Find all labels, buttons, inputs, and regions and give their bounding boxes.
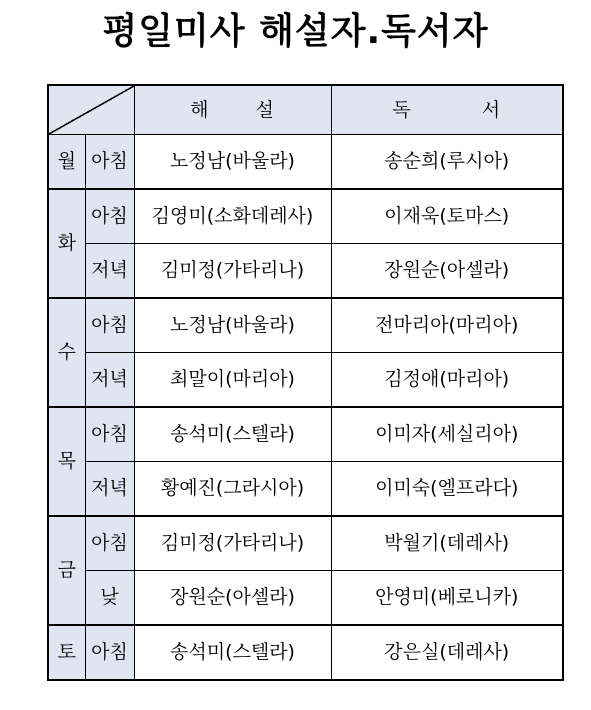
- table-row: [48, 571, 563, 626]
- reader-cell: 박월기(데레사): [331, 516, 563, 571]
- corner-diagonal-cell: [48, 85, 134, 135]
- column-header-reader: [331, 85, 563, 135]
- commentator-cell: 김미정(가타리나): [134, 516, 331, 571]
- slot-cell: 저녁: [85, 244, 134, 299]
- table-row: [48, 462, 563, 517]
- slot-cell: 저녁: [85, 462, 134, 517]
- reader-cell: 이미숙(엘프라다): [331, 462, 563, 517]
- reader-cell: 이미자(세실리아): [331, 407, 563, 462]
- slot-cell: 아침: [85, 135, 134, 190]
- commentator-cell: 노정남(바울라): [134, 298, 331, 353]
- commentator-cell: 송석미(스텔라): [134, 625, 331, 680]
- table-row: [48, 625, 563, 680]
- table-row: [48, 244, 563, 299]
- page-title: 평일미사 해설자.독서자: [102, 11, 489, 52]
- day-cell-mon: 월: [48, 135, 85, 190]
- commentator-cell: 송석미(스텔라): [134, 407, 331, 462]
- reader-cell: 전마리아(마리아): [331, 298, 563, 353]
- day-cell-fri: 금: [48, 516, 85, 625]
- commentator-cell: 노정남(바울라): [134, 135, 331, 190]
- reader-cell: 강은실(데레사): [331, 625, 563, 680]
- reader-header-part1: 독: [392, 98, 412, 121]
- commentator-cell: 황예진(그라시아): [134, 462, 331, 517]
- slot-cell: 낮: [85, 571, 134, 626]
- table-row: [48, 407, 563, 462]
- commentator-cell: 김영미(소화데레사): [134, 189, 331, 244]
- reader-cell: 장원순(아셀라): [331, 244, 563, 299]
- slot-cell: 아침: [85, 625, 134, 680]
- table-row: [48, 298, 563, 353]
- reader-cell: 김정애(마리아): [331, 353, 563, 408]
- schedule-table: [47, 84, 564, 681]
- day-cell-wed: 수: [48, 298, 85, 407]
- slot-cell: 저녁: [85, 353, 134, 408]
- reader-cell: 이재욱(토마스): [331, 189, 563, 244]
- day-cell-tue: 화: [48, 189, 85, 298]
- column-header-commentator: [134, 85, 331, 135]
- reader-cell: 송순희(루시아): [331, 135, 563, 190]
- table-row: [48, 189, 563, 244]
- table-row: [48, 516, 563, 571]
- reader-header-part2: 서: [481, 98, 502, 121]
- day-cell-sat: 토: [48, 625, 85, 680]
- slot-cell: 아침: [85, 189, 134, 244]
- reader-cell: 안영미(베로니카): [331, 571, 563, 626]
- commentator-cell: 최말이(마리아): [134, 353, 331, 408]
- header-row: [48, 85, 563, 135]
- slot-cell: 아침: [85, 298, 134, 353]
- commentator-header-part1: 해: [190, 98, 210, 121]
- commentator-cell: 김미정(가타리나): [134, 244, 331, 299]
- slot-cell: 아침: [85, 407, 134, 462]
- commentator-cell: 장원순(아셀라): [134, 571, 331, 626]
- table-row: [48, 135, 563, 190]
- slot-cell: 아침: [85, 516, 134, 571]
- day-cell-thu: 목: [48, 407, 85, 516]
- commentator-header-part2: 설: [255, 98, 275, 121]
- table-row: [48, 353, 563, 408]
